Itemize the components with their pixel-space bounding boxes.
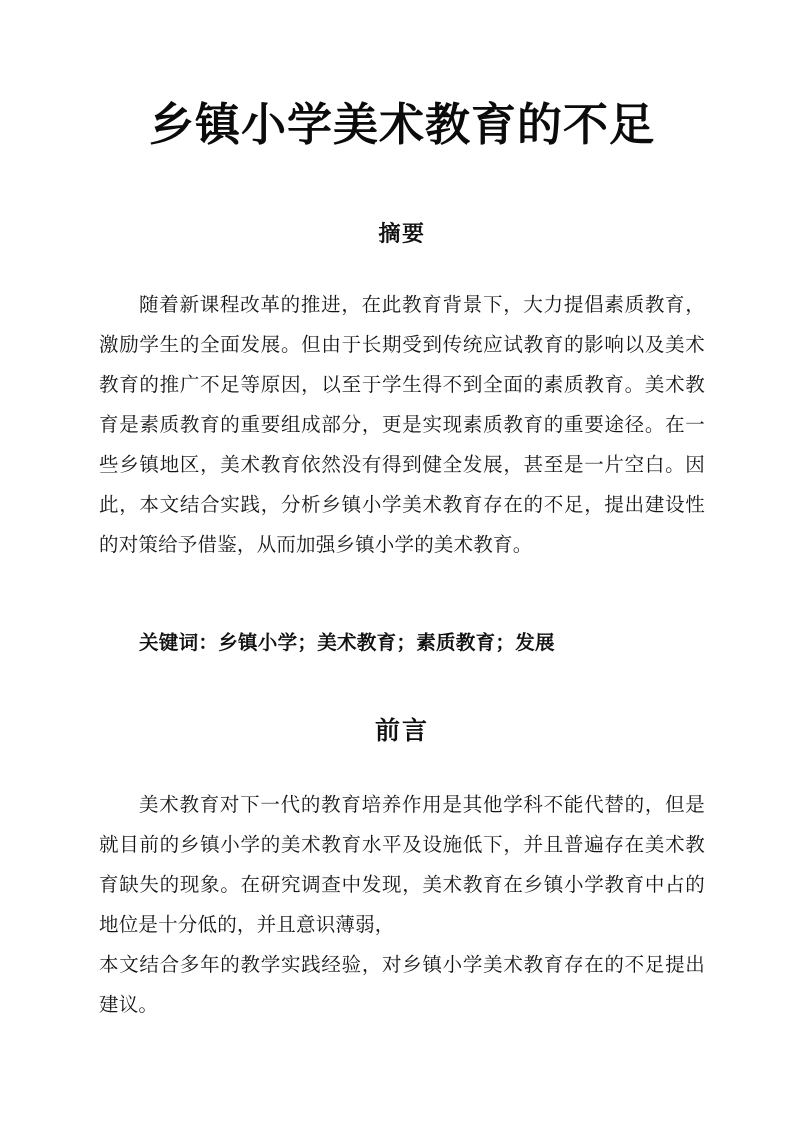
page-title: 乡镇小学美术教育的不足 — [148, 100, 655, 150]
abstract-paragraph: 随着新课程改革的推进，在此教育背景下，大力提倡素质教育，激励学生的全面发展。但由于长期受到传统应试教育的影响以及美术教育的推广不足等原因，以至于学生得不到全面的素质教育。美术教育是素质教育的重要组成部分，更是实现素质教育的重要途径。在一些乡镇地区，美术教育依然没有得到健全发展，甚至是一片空白。因此，本文结合实践，分析乡镇小学美术教育存在的不足，提出建设性的对策给予借鉴，从而加强乡镇小学的美术教育。 — [99, 295, 705, 556]
preface-paragraph-2: 本文结合多年的教学实践经验，对乡镇小学美术教育存在的不足提出建议。 — [99, 955, 705, 1016]
keywords-line: 关键词：乡镇小学；美术教育；素质教育；发展 — [139, 632, 555, 654]
preface-paragraph-1: 美术教育对下一代的教育培养作用是其他学科不能代替的，但是就目前的乡镇小学的美术教育水平及设施低下，并且普遍存在美术教育缺失的现象。在研究调查中发现，美术教育在乡镇小学教育中占的地位是十分低的，并且意识薄弱， — [99, 795, 705, 936]
preface-heading: 前言 — [374, 717, 429, 745]
abstract-heading: 摘要 — [378, 221, 426, 246]
